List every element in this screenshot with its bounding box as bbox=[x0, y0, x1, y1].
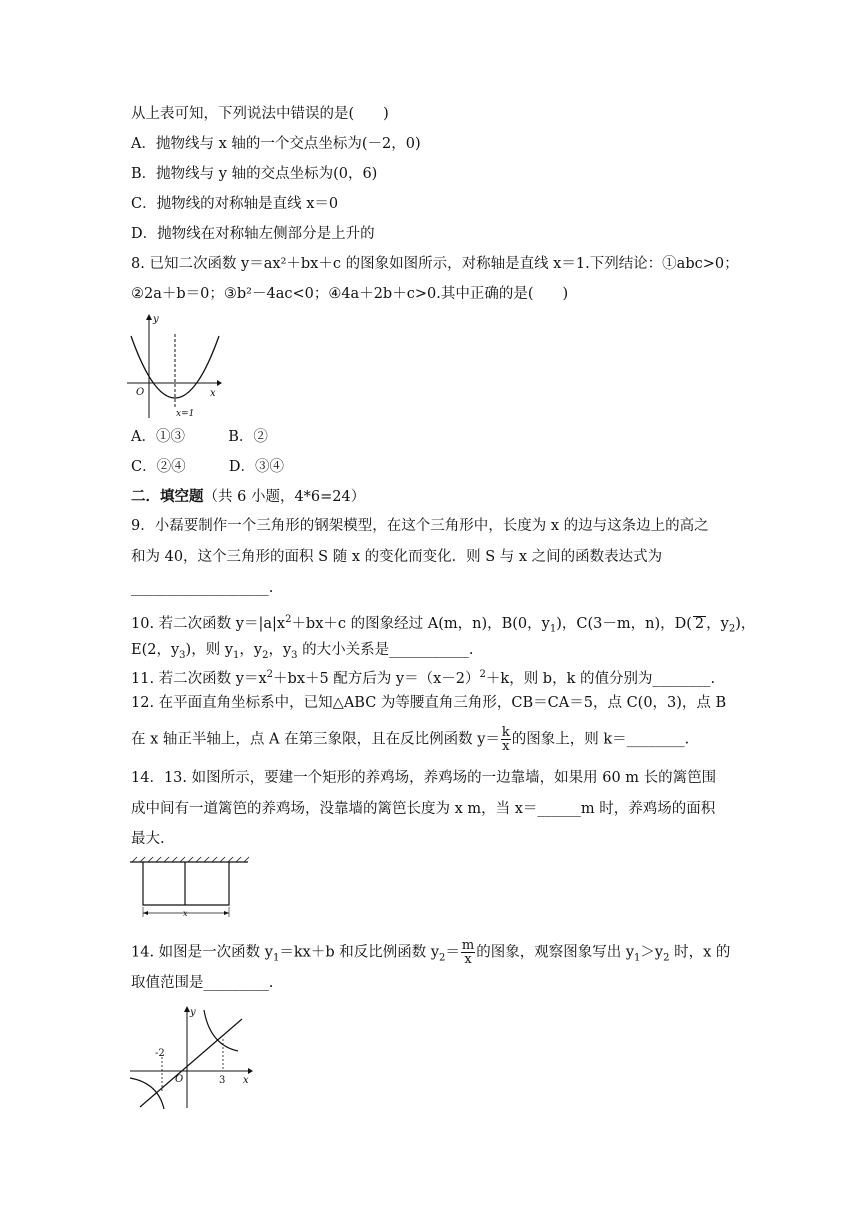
q13-line-1: 14．13. 如图所示，要建一个矩形的养鸡场，养鸡场的一边靠墙，如果用 60 m 长的篱笆围 bbox=[131, 770, 717, 786]
q8-y-arrow bbox=[146, 314, 152, 320]
q10-line-1: 10. 若二次函数 $y=|a|x^2+bx+c$ 的图象经过 A(m，n)，B(0，$y_1$)，C(3－m，n)，D( 2 ，$y_2$)， bbox=[131, 614, 756, 635]
q12-line-2: 在 x 轴正半轴上，点 A 在第三象限，且在反比例函数 y＝ $\frac{k}{x}$ 的图象上，则 k＝________. bbox=[131, 725, 690, 754]
q13-line-3: 最大. bbox=[131, 831, 165, 847]
q8-line-2: ②2a＋b＝0；③b²－4ac<0；④4a＋2b＋c>0.其中正确的是( ) bbox=[131, 286, 569, 302]
q8-y-label: y bbox=[153, 314, 159, 325]
q7-option-a: A．抛物线与 x 轴的一个交点坐标为(－2，0) bbox=[131, 136, 421, 152]
q10-line-2: E(2，$y_3$)，则 $y_1$，$y_2$，$y_3$ 的大小关系是___________. bbox=[131, 642, 474, 661]
q14-tick-left: -2 bbox=[155, 1048, 165, 1059]
q14-line-2: 取值范围是_________. bbox=[131, 975, 274, 991]
q14-linear-function bbox=[140, 1019, 242, 1107]
q9-line-3: ___________________. bbox=[131, 580, 274, 596]
q8-option-c: C．②④ bbox=[131, 459, 186, 475]
q13-line-2: 成中间有一道篱笆的养鸡场，没靠墙的篱笆长度为 x m，当 x＝______m 时，养鸡场的面积 bbox=[131, 801, 716, 817]
q14-tick-right: 3 bbox=[219, 1075, 226, 1086]
q14-x-arrow bbox=[248, 1068, 253, 1074]
q8-x-arrow bbox=[217, 380, 222, 386]
q13-enclosure-figure bbox=[128, 855, 252, 921]
q8-options-row-2 bbox=[131, 457, 284, 477]
q8-parabola-figure bbox=[125, 312, 225, 422]
q7-option-d: D．抛物线在对称轴左侧部分是上升的 bbox=[131, 226, 375, 242]
q8-option-b: B．② bbox=[228, 429, 268, 445]
sqrt-2: 2 bbox=[694, 615, 705, 632]
q8-option-a: A．①③ bbox=[131, 429, 185, 445]
q8-line-1: 8. 已知二次函数 y＝ax²＋bx＋c 的图象如图所示，对称轴是直线 x＝1.下列结论：①abc>0； bbox=[131, 256, 739, 272]
q8-options-row-1 bbox=[131, 427, 268, 447]
section-2-note: （共 6 小题，4*6=24） bbox=[203, 489, 366, 505]
q13-wall-hatching bbox=[132, 857, 249, 862]
q8-x-label: x bbox=[210, 388, 216, 399]
q7-option-b: B．抛物线与 y 轴的交点坐标为(0，6) bbox=[131, 166, 378, 182]
q11-line: 11. 若二次函数 $y=x^2+bx+5$ 配方后为 $y=(x-2)^2+k$，则 b，k 的值分别为________. bbox=[131, 669, 716, 687]
q9-line-1: 9．小磊要制作一个三角形的钢架模型，在这个三角形中，长度为 x 的边与这条边上的高之 bbox=[131, 518, 709, 534]
q13-fence bbox=[143, 862, 229, 905]
q8-option-d: D．③④ bbox=[228, 459, 284, 475]
q8-axis-label: x=1 bbox=[176, 409, 195, 419]
q9-line-2: 和为 40，这个三角形的面积 S 随 x 的变化而变化．则 S 与 x 之间的函数表达式为 bbox=[131, 549, 663, 565]
q13-x-label: x bbox=[183, 909, 188, 918]
section-2-title: 二．填空题 bbox=[131, 488, 204, 505]
q7-option-c: C．抛物线的对称轴是直线 x＝0 bbox=[131, 196, 339, 212]
q14-origin-label: O bbox=[175, 1074, 184, 1085]
q14-hyperbola-upper bbox=[204, 1010, 238, 1051]
q14-y-label: y bbox=[190, 1007, 196, 1018]
section-2-heading bbox=[131, 487, 365, 507]
q12-line-1: 12. 在平面直角坐标系中，已知△ABC 为等腰直角三角形，CB＝CA＝5，点 C(0，3)，点 B bbox=[131, 695, 727, 711]
fraction-k-over-x: $\frac{k}{x}$ bbox=[501, 725, 510, 754]
q8-origin-label: O bbox=[136, 387, 145, 398]
q14-x-label: x bbox=[243, 1075, 249, 1086]
fraction-m-over-x: $\frac{m}{x}$ bbox=[461, 938, 475, 967]
q14-line-1: 14. 如图是一次函数 $y_1=kx+b$ 和反比例函数 $y_2=$ $\frac{m}{x}$ 的图象，观察图象写出 $y_1>y_2$ 时，x 的 bbox=[131, 938, 731, 967]
q7-stem: 从上表可知，下列说法中错误的是( ) bbox=[131, 106, 389, 122]
q14-function-figure bbox=[128, 1005, 258, 1110]
q14-hyperbola-lower bbox=[130, 1078, 164, 1109]
